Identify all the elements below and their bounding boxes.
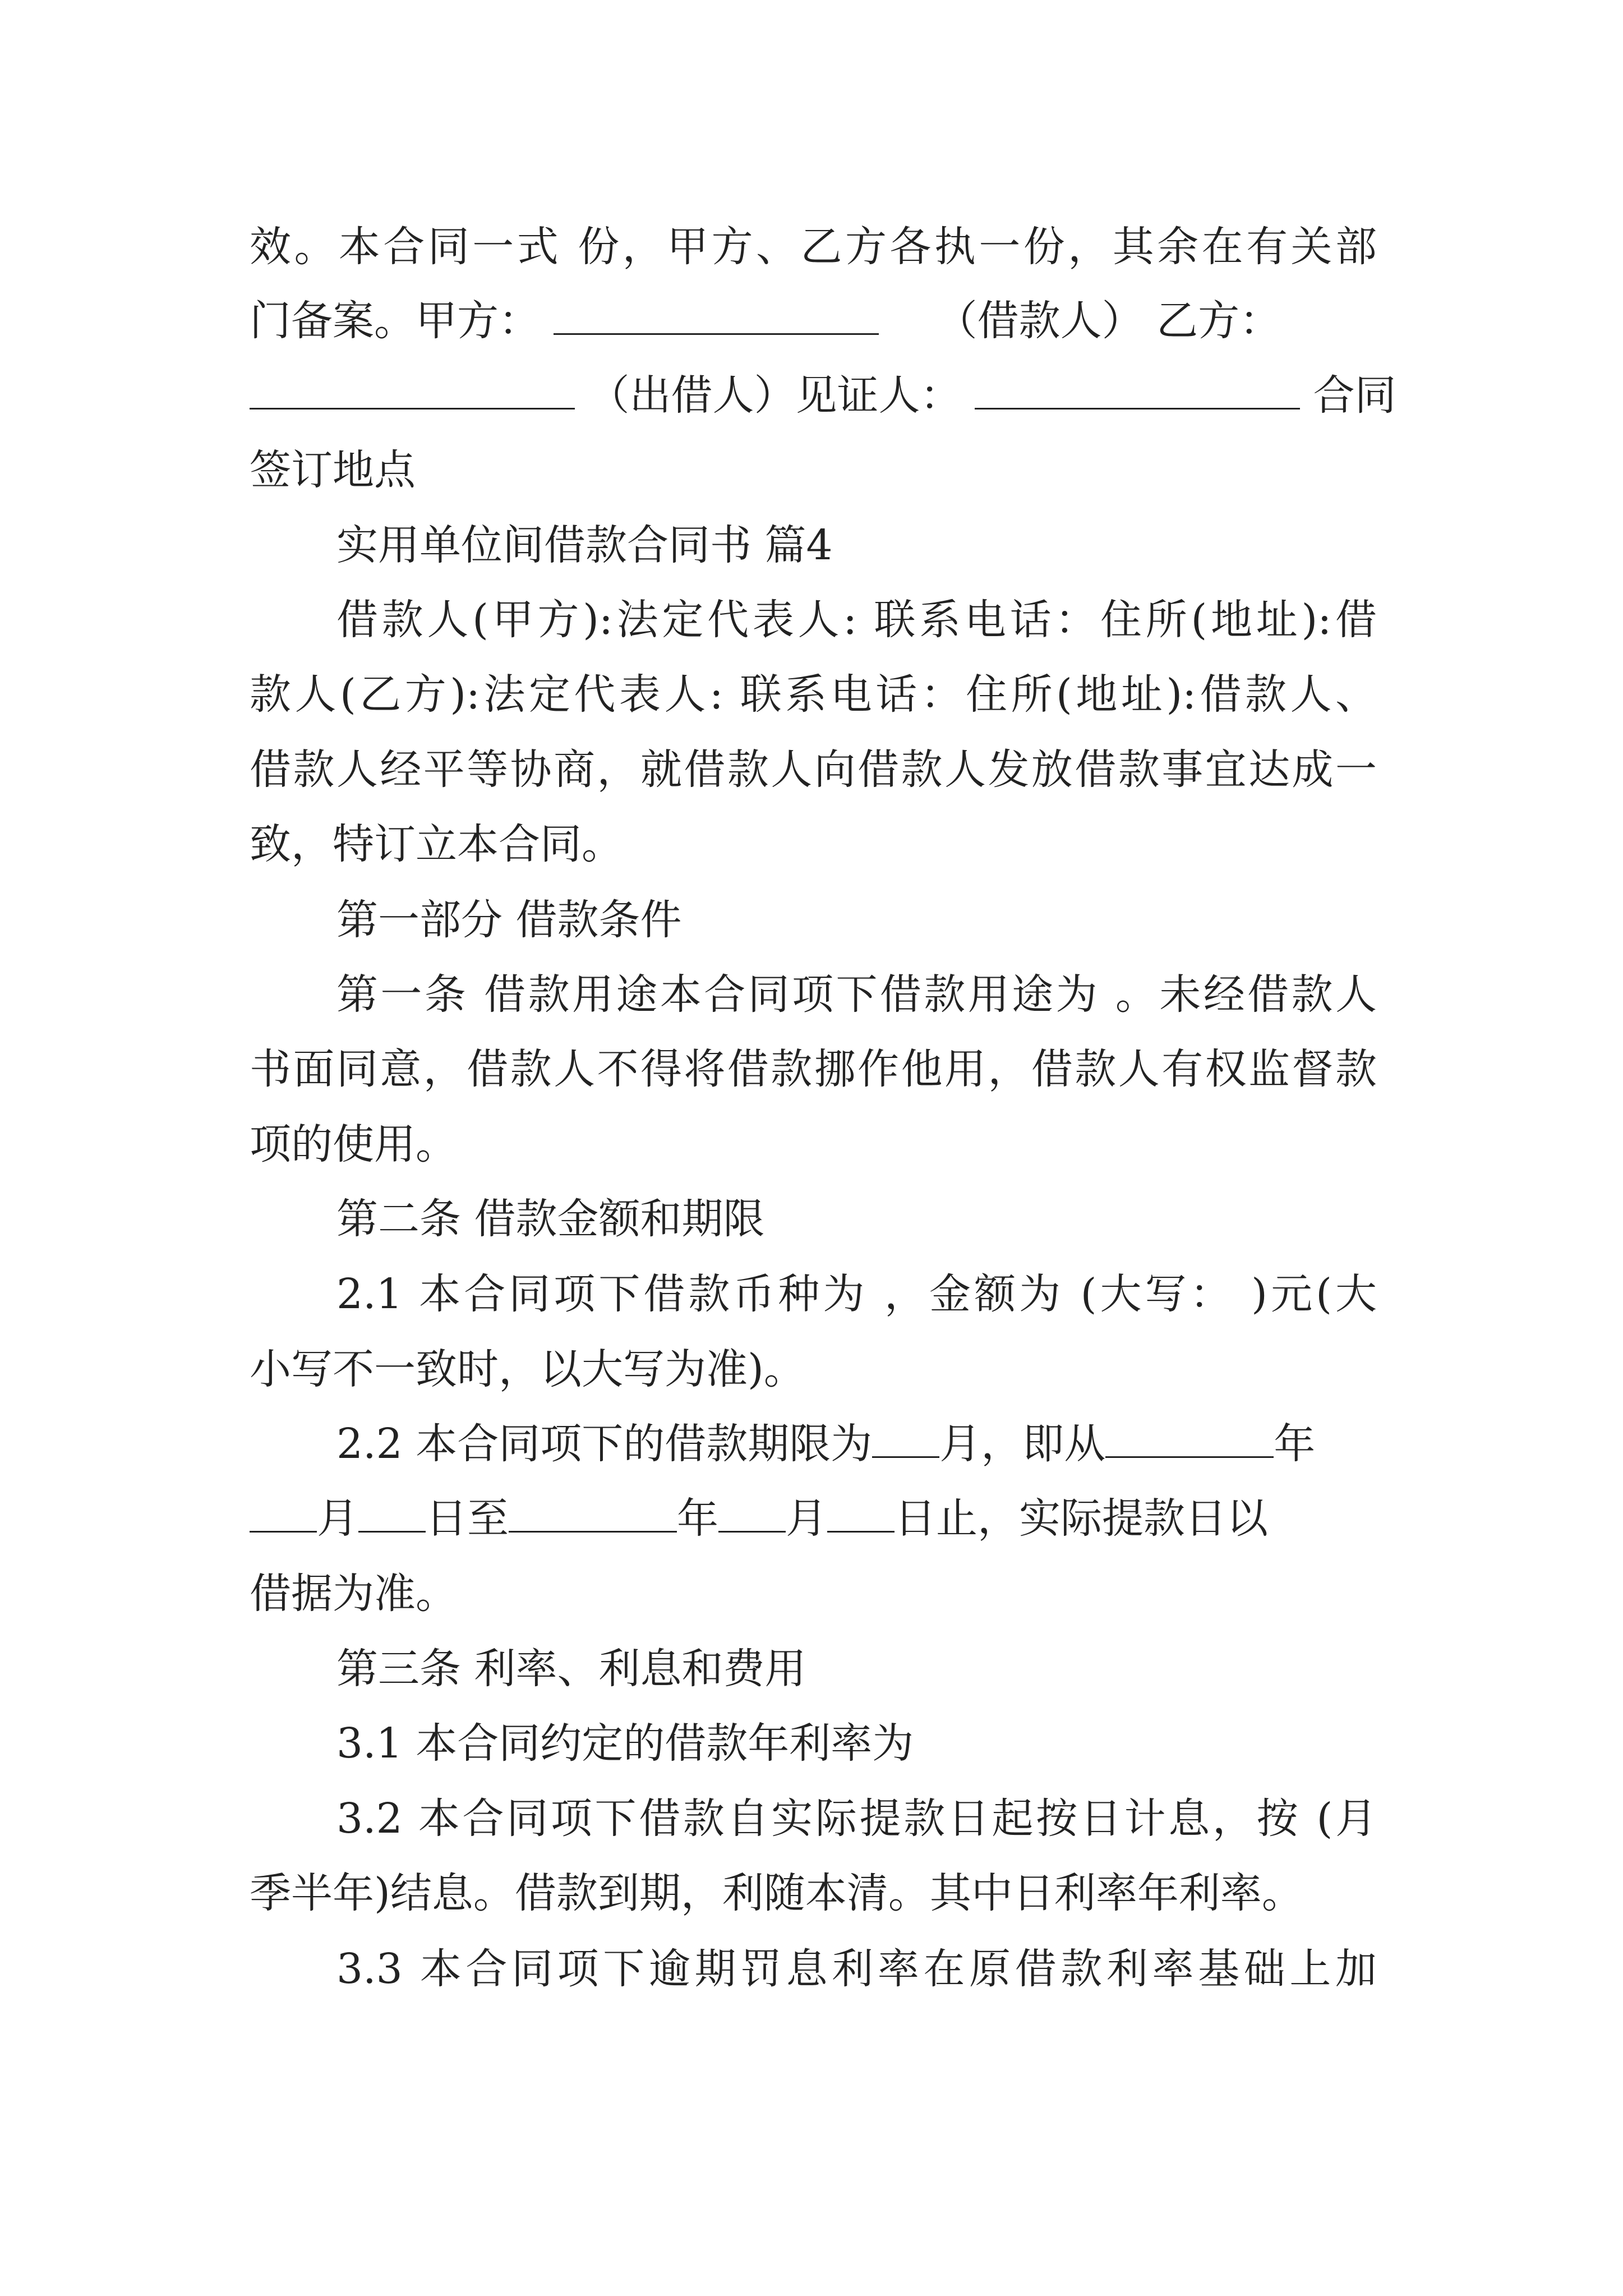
fill-blank [358, 1489, 426, 1533]
text-line: 3.3 本合同项下逾期罚息利率在原借款利率基础上加 [336, 1945, 1377, 1993]
fill-blank [872, 1415, 939, 1458]
text-line: 借款人(甲方):法定代表人: 联系电话：住所(地址):借 [336, 596, 1377, 644]
article-heading: 第二条 借款金额和期限 [336, 1195, 765, 1243]
fill-blank [250, 366, 575, 409]
text-line: 效。本合同一式 份，甲方、乙方各执一份，其余在有关部 [250, 223, 1377, 271]
text-segment: 月，即从 [939, 1420, 1106, 1468]
text-line [250, 1485, 1377, 1552]
fill-blank [975, 366, 1300, 409]
fill-blank [250, 1489, 317, 1533]
text-line [336, 1410, 1377, 1478]
text-line: 签订地点 [250, 446, 416, 494]
section-heading: 实用单位间借款合同书 篇4 [336, 521, 833, 569]
fill-blank [1105, 1415, 1274, 1458]
text-line: 小写不一致时，以大写为准)。 [250, 1345, 805, 1393]
text-line: 3.2 本合同项下借款自实际提款日起按日计息，按 (月 [336, 1795, 1377, 1843]
fill-blank [827, 1489, 895, 1533]
text-segment: 门备案。甲方： [250, 297, 540, 345]
text-line: 借款人经平等协商，就借款人向借款人发放借款事宜达成一 [250, 746, 1377, 794]
text-line: 款人(乙方):法定代表人: 联系电话：住所(地址):借款人、 [250, 670, 1377, 719]
text-line [250, 362, 1396, 429]
text-segment: 月 [786, 1494, 827, 1543]
text-line: 季半年)结息。借款到期，利随本清。其中日利率年利率。 [250, 1869, 1303, 1917]
text-segment: 年 [1274, 1420, 1316, 1468]
fill-blank [718, 1489, 786, 1533]
text-line: 致，特订立本合同。 [250, 820, 623, 868]
article-heading: 第三条 利率、利息和费用 [336, 1645, 806, 1693]
text-line: 借据为准。 [250, 1570, 457, 1618]
text-line: 3.1 本合同约定的借款年利率为 [336, 1719, 914, 1768]
text-segment: 年 [677, 1494, 718, 1543]
text-line: 项的使用。 [250, 1120, 457, 1168]
text-line [250, 287, 1377, 355]
text-line: 第一条 借款用途本合同项下借款用途为 。未经借款人 [336, 970, 1377, 1019]
text-segment: 月 [317, 1494, 358, 1543]
text-segment: （出借人）见证人： [588, 371, 962, 420]
text-segment: 日至 [426, 1494, 509, 1543]
text-line: 2.1 本合同项下借款币种为 ，金额为 (大写： )元(大 [336, 1270, 1377, 1318]
fill-blank [554, 292, 879, 335]
text-segment: （借款人） 乙方： [935, 297, 1281, 345]
text-segment: 日止，实际提款日以 [895, 1494, 1268, 1543]
text-line: 书面同意，借款人不得将借款挪作他用，借款人有权监督款 [250, 1045, 1377, 1093]
fill-blank [509, 1489, 677, 1533]
part-heading: 第一部分 借款条件 [336, 896, 682, 944]
text-segment: 2.2 本合同项下的借款期限为 [336, 1420, 873, 1468]
text-segment: 合同 [1313, 371, 1396, 420]
